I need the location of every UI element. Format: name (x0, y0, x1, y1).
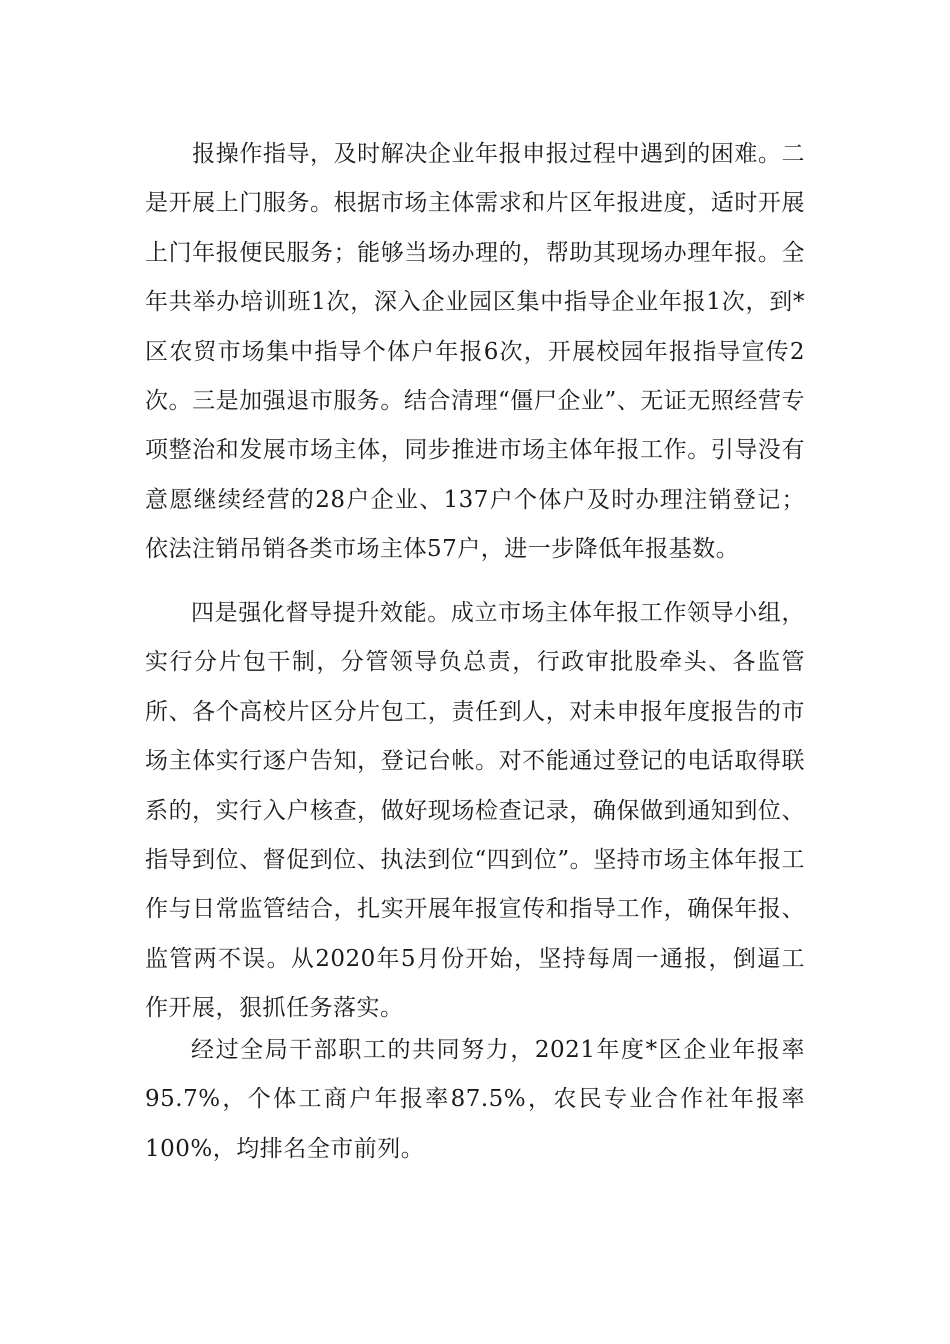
paragraph-continued (145, 130, 805, 575)
paragraph-text-3: 经过全局干部职工的共同努力，2021年度*区企业年报率95.7%，个体工商户年报率87.5%，农民专业合作社年报率100%，均排名全市前列。 (145, 1037, 805, 1162)
paragraph-text-1: 报操作指导，及时解决企业年报申报过程中遇到的困难。二是开展上门服务。根据市场主体需求和片区年报进度，适时开展上门年报便民服务；能够当场办理的，帮助其现场办理年报。全年共举办培训班1次，深入企业园区集中指导企业年报1次，到*区农贸市场集中指导个体户年报6次，开展校园年报指导宣传2次。三是加强退市服务。结合清理“僵尸企业”、无证无照经营专项整治和发展市场主体，同步推进市场主体年报工作。引导没有意愿继续经营的28户企业、137户个体户及时办理注销登记；依法注销吊销各类市场主体57户，进一步降低年报基数。 (145, 141, 805, 563)
paragraph-results (145, 1026, 805, 1174)
paragraph-text-2: 四是强化督导提升效能。成立市场主体年报工作领导小组，实行分片包干制，分管领导负总责，行政审批股牵头、各监管所、各个高校片区分片包工，责任到人，对未申报年度报告的市场主体实行逐户告知，登记台帐。对不能通过登记的电话取得联系的，实行入户核查，做好现场检查记录，确保做到通知到位、指导到位、督促到位、执法到位“四到位”。坚持市场主体年报工作与日常监管结合，扎实开展年报宣传和指导工作，确保年报、监管两不误。从2020年5月份开始，坚持每周一通报，倒逼工作开展，狠抓任务落实。 (145, 600, 805, 1022)
paragraph-supervision (145, 589, 805, 1034)
